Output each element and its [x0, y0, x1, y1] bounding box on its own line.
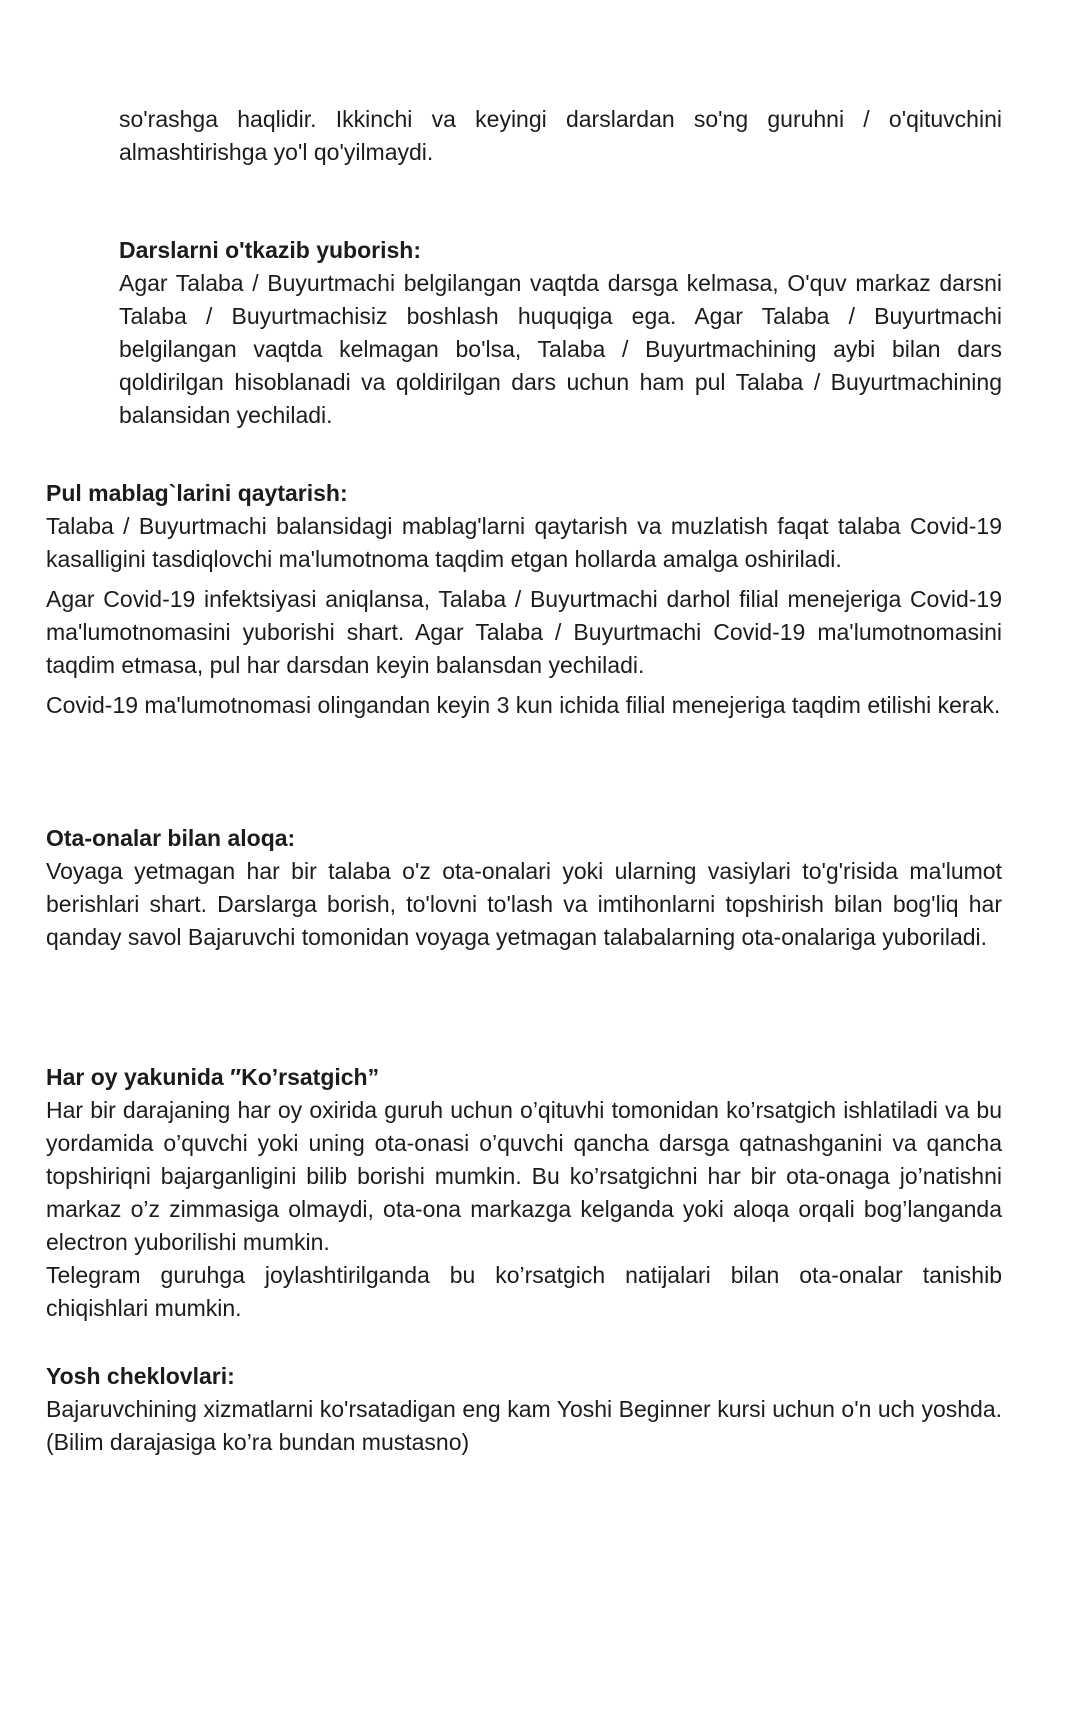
- skipping-section: [119, 234, 1002, 432]
- parents-paragraph: Voyaga yetmagan har bir talaba o'z ota-onalari yoki ularning vasiylari to'g'risida ma'lumot berishlari shart. Darslarga borish, to'lovni to'lash va imtihonlarni topshirish bilan bog'liq har qanday savol Bajaruvchi tomonidan voyaga yetmagan talabalarning ota-onalariga yuboriladi.: [46, 858, 1002, 950]
- refund-section: [46, 477, 1002, 722]
- skipping-paragraph: Agar Talaba / Buyurtmachi belgilangan vaqtda darsga kelmasa, O'quv markaz darsni Talaba / Buyurtmachisiz boshlash huquqiga ega. Agar Talaba / Buyurtmachi belgilangan vaqtda kelmagan bo'lsa, Talaba / Buyurtmachining aybi bilan dars qoldirilgan hisoblanadi va qoldirilgan dars uchun ham pul Talaba / Buyurtmachining balansidan yechiladi.: [119, 270, 1002, 428]
- age-heading: Yosh cheklovlari:: [46, 1363, 235, 1389]
- intro-section: [119, 103, 1002, 169]
- refund-paragraph-2: Agar Covid-19 infektsiyasi aniqlansa, Talaba / Buyurtmachi darhol filial menejeriga Covid-19 ma'lumotnomasini yuborishi shart. Agar Talaba / Buyurtmachi Covid-19 ma'lumotnomasini taqdim etmasa, pul har darsdan keyin balansdan yechiladi.: [46, 586, 1002, 678]
- refund-paragraph-1: Talaba / Buyurtmachi balansidagi mablag'larni qaytarish va muzlatish faqat talaba Covid-19 kasalligini tasdiqlovchi ma'lumotnoma taqdim etgan hollarda amalga oshiriladi.: [46, 513, 1002, 572]
- parents-section: [46, 822, 1002, 954]
- parents-heading: Ota-onalar bilan aloqa:: [46, 825, 296, 851]
- monthly-paragraph-1: Har bir darajaning har oy oxirida guruh uchun o’qituvhi tomonidan ko’rsatgich ishlatiladi va bu yordamida o’quvchi yoki uning ota-onasi o’quvchi qancha darsga qatnashganini va qancha topshiriqni bajarganligini bilib borishi mumkin. Bu ko’rsatgichni har bir ota-onaga jo’natishni markaz o’z zimmasiga olmaydi, ota-ona markazga kelganda yoki aloqa orqali bog’langanda electron yuborilishi mumkin.: [46, 1097, 1002, 1255]
- monthly-heading: Har oy yakunida ″Ko’rsatgich”: [46, 1064, 380, 1090]
- monthly-paragraph-2: Telegram guruhga joylashtirilganda bu ko’rsatgich natijalari bilan ota-onalar tanishib chiqishlari mumkin.: [46, 1262, 1002, 1321]
- monthly-section: [46, 1061, 1002, 1325]
- refund-heading: Pul mablag`larini qaytarish:: [46, 480, 348, 506]
- age-paragraph: Bajaruvchining xizmatlarni ko'rsatadigan eng kam Yoshi Beginner kursi uchun o'n uch yoshda. (Bilim darajasiga ko’ra bundan mustasno): [46, 1396, 1002, 1455]
- intro-paragraph: so'rashga haqlidir. Ikkinchi va keyingi darslardan so'ng guruhni / o'qituvchini almashtirishga yo'l qo'yilmaydi.: [119, 106, 1002, 165]
- refund-paragraph-3: Covid-19 ma'lumotnomasi olingandan keyin 3 kun ichida filial menejeriga taqdim etilishi kerak.: [46, 692, 1001, 718]
- skipping-heading: Darslarni o'tkazib yuborish:: [119, 237, 421, 263]
- age-section: [46, 1360, 1002, 1459]
